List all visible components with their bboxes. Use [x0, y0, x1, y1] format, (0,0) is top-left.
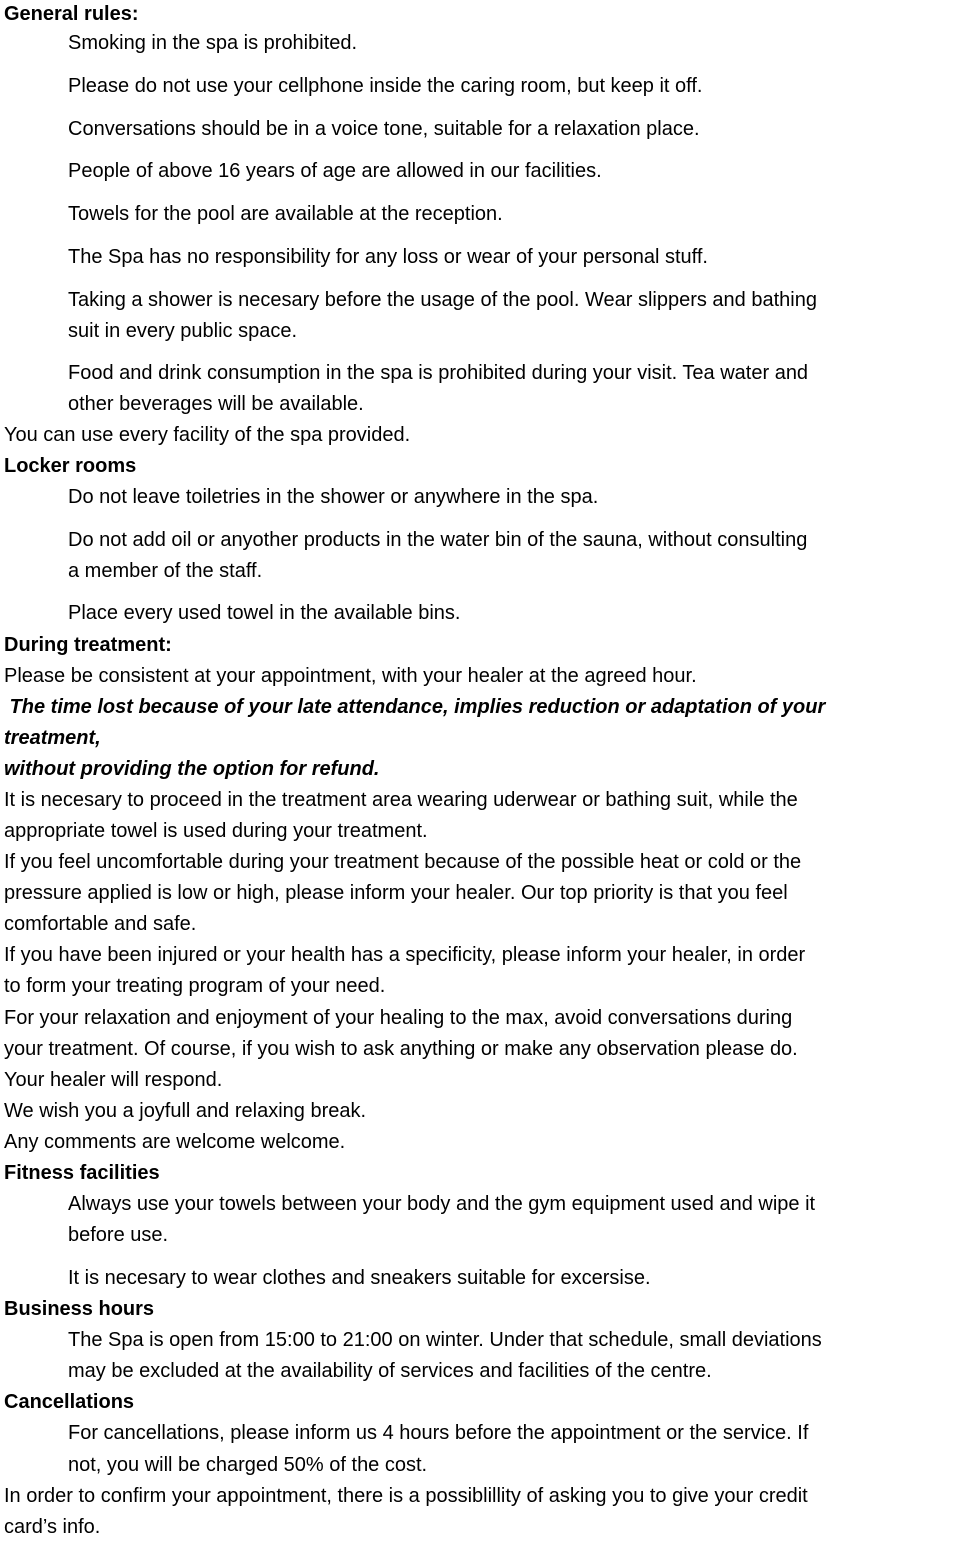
locker-rule-sauna-line-1: Do not add oil or anyother products in the water bin of the sauna, without consulting [68, 529, 808, 551]
treatment-comfort-line-3: comfortable and safe. [4, 913, 197, 935]
locker-rooms-heading: Locker rooms [4, 455, 137, 477]
fitness-heading: Fitness facilities [4, 1162, 160, 1184]
business-hours-line-2: may be excluded at the availability of services and facilities of the centre. [68, 1360, 712, 1382]
treatment-relaxation-line-1: For your relaxation and enjoyment of your healing to the max, avoid conversations during [4, 1007, 793, 1029]
treatment-warning-line-3: without providing the option for refund. [4, 758, 386, 780]
credit-card-note-line-1: In order to confirm your appointment, there is a possiblillity of asking you to give your credit [4, 1485, 808, 1507]
treatment-relaxation-line-3: Your healer will respond. [4, 1069, 223, 1091]
general-rules-heading: General rules: [4, 3, 139, 25]
general-rule-food-line-2: other beverages will be available. [68, 393, 364, 415]
cancellations-rule-line-1: For cancellations, please inform us 4 hours before the appointment or the service. If [68, 1422, 809, 1444]
fitness-rule-clothes: It is necesary to wear clothes and sneakers suitable for excersise. [68, 1267, 651, 1289]
treatment-underwear-line-1: It is necesary to proceed in the treatment area wearing uderwear or bathing suit, while the [4, 789, 798, 811]
treatment-comfort-line-1: If you feel uncomfortable during your treatment because of the possible heat or cold or the [4, 851, 802, 873]
business-hours-heading: Business hours [4, 1298, 155, 1320]
treatment-warning-line-1: The time lost because of your late attendance, implies reduction or adaptation of your [4, 696, 826, 718]
general-rule-shower-line-2: suit in every public space. [68, 320, 298, 342]
general-rule-cellphone: Please do not use your cellphone inside the caring room, but keep it off. [68, 75, 703, 97]
treatment-wish: We wish you a joyfull and relaxing break. [4, 1100, 367, 1122]
treatment-warning-line-2: treatment, [4, 727, 101, 749]
treatment-injury-line-1: If you have been injured or your health has a specificity, please inform your healer, in order [4, 944, 806, 966]
locker-rule-towels: Place every used towel in the available bins. [68, 602, 461, 624]
treatment-heading: During treatment: [4, 634, 172, 656]
general-rule-responsibility: The Spa has no responsibility for any loss or wear of your personal stuff. [68, 246, 708, 268]
general-rule-smoking: Smoking in the spa is prohibited. [68, 32, 358, 54]
cancellations-rule-line-2: not, you will be charged 50% of the cost. [68, 1454, 428, 1476]
general-rule-shower-line-1: Taking a shower is necesary before the usage of the pool. Wear slippers and bathing [68, 289, 817, 311]
treatment-relaxation-line-2: your treatment. Of course, if you wish to ask anything or make any observation please do. [4, 1038, 798, 1060]
locker-rule-sauna-line-2: a member of the staff. [68, 560, 263, 582]
treatment-injury-line-2: to form your treating program of your need. [4, 975, 386, 997]
business-hours-line-1: The Spa is open from 15:00 to 21:00 on winter. Under that schedule, small deviations [68, 1329, 822, 1351]
general-rule-towels: Towels for the pool are available at the reception. [68, 203, 503, 225]
general-rule-age: People of above 16 years of age are allowed in our facilities. [68, 160, 602, 182]
locker-rule-toiletries: Do not leave toiletries in the shower or anywhere in the spa. [68, 486, 599, 508]
treatment-underwear-line-2: appropriate towel is used during your treatment. [4, 820, 428, 842]
treatment-comments: Any comments are welcome welcome. [4, 1131, 346, 1153]
general-rule-conversations: Conversations should be in a voice tone, suitable for a relaxation place. [68, 118, 700, 140]
fitness-rule-towels-line-2: before use. [68, 1224, 169, 1246]
treatment-comfort-line-2: pressure applied is low or high, please inform your healer. Our top priority is that you feel [4, 882, 788, 904]
general-rule-food-line-1: Food and drink consumption in the spa is prohibited during your visit. Tea water and [68, 362, 809, 384]
treatment-appointment: Please be consistent at your appointment, with your healer at the agreed hour. [4, 665, 697, 687]
general-note-facilities: You can use every facility of the spa provided. [4, 424, 411, 446]
cancellations-heading: Cancellations [4, 1391, 135, 1413]
credit-card-note-line-2: card’s info. [4, 1516, 101, 1538]
fitness-rule-towels-line-1: Always use your towels between your body and the gym equipment used and wipe it [68, 1193, 816, 1215]
